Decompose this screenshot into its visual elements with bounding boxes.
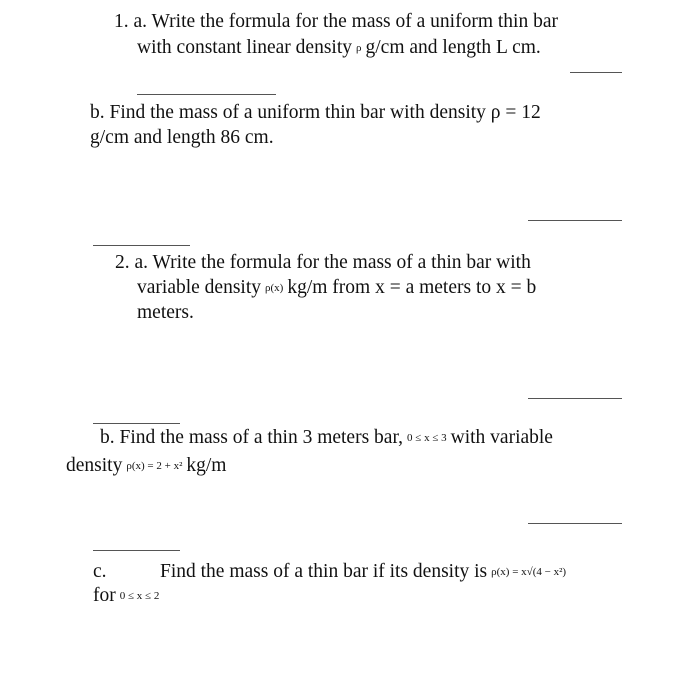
divider-line xyxy=(93,423,180,424)
answer-line xyxy=(528,220,622,221)
answer-line xyxy=(528,398,622,399)
text: Find the mass of a thin bar if its density is xyxy=(160,561,488,582)
divider-line xyxy=(137,94,276,95)
text: with variable xyxy=(450,427,553,448)
rho-math: ρ xyxy=(356,42,362,54)
divider-line xyxy=(93,245,190,246)
q2c-text-line2 xyxy=(93,584,163,608)
answer-line xyxy=(570,72,622,73)
q2b-text-line1 xyxy=(100,426,553,450)
text: for xyxy=(93,585,116,606)
q2c-label: c. xyxy=(93,561,107,582)
divider-line xyxy=(93,550,180,551)
range-math: 0 ≤ x ≤ 2 xyxy=(119,590,160,602)
text: g/cm and length L cm. xyxy=(365,37,541,58)
q2a-text-line3: meters. xyxy=(137,302,194,323)
text: density xyxy=(66,455,123,476)
text: variable density xyxy=(137,277,261,298)
text: with constant linear density xyxy=(137,37,352,58)
q2a-text-line1: 2. a. Write the formula for the mass of a thin bar with xyxy=(115,252,531,273)
density-math: ρ(x) = 2 + x² xyxy=(126,460,183,472)
text: kg/m xyxy=(186,455,227,476)
text: b. Find the mass of a thin 3 meters bar, xyxy=(100,427,404,448)
q1b-text-line1: b. Find the mass of a uniform thin bar with density ρ = 12 xyxy=(90,102,541,123)
rho-x-math: ρ(x) xyxy=(265,282,284,294)
q2c-text-line1 xyxy=(160,560,570,584)
density-math: ρ(x) = x√(4 − x²) xyxy=(491,566,567,578)
range-math: 0 ≤ x ≤ 3 xyxy=(407,432,447,444)
q2a-text-line2 xyxy=(137,276,536,300)
q2b-text-line2 xyxy=(66,454,226,478)
answer-line xyxy=(528,523,622,524)
q1a-text-line1: 1. a. Write the formula for the mass of a uniform thin bar xyxy=(114,11,558,32)
q1b-text-line2: g/cm and length 86 cm. xyxy=(90,127,274,148)
q1a-text-line2 xyxy=(137,36,541,60)
text: kg/m from x = a meters to x = b xyxy=(287,277,537,298)
